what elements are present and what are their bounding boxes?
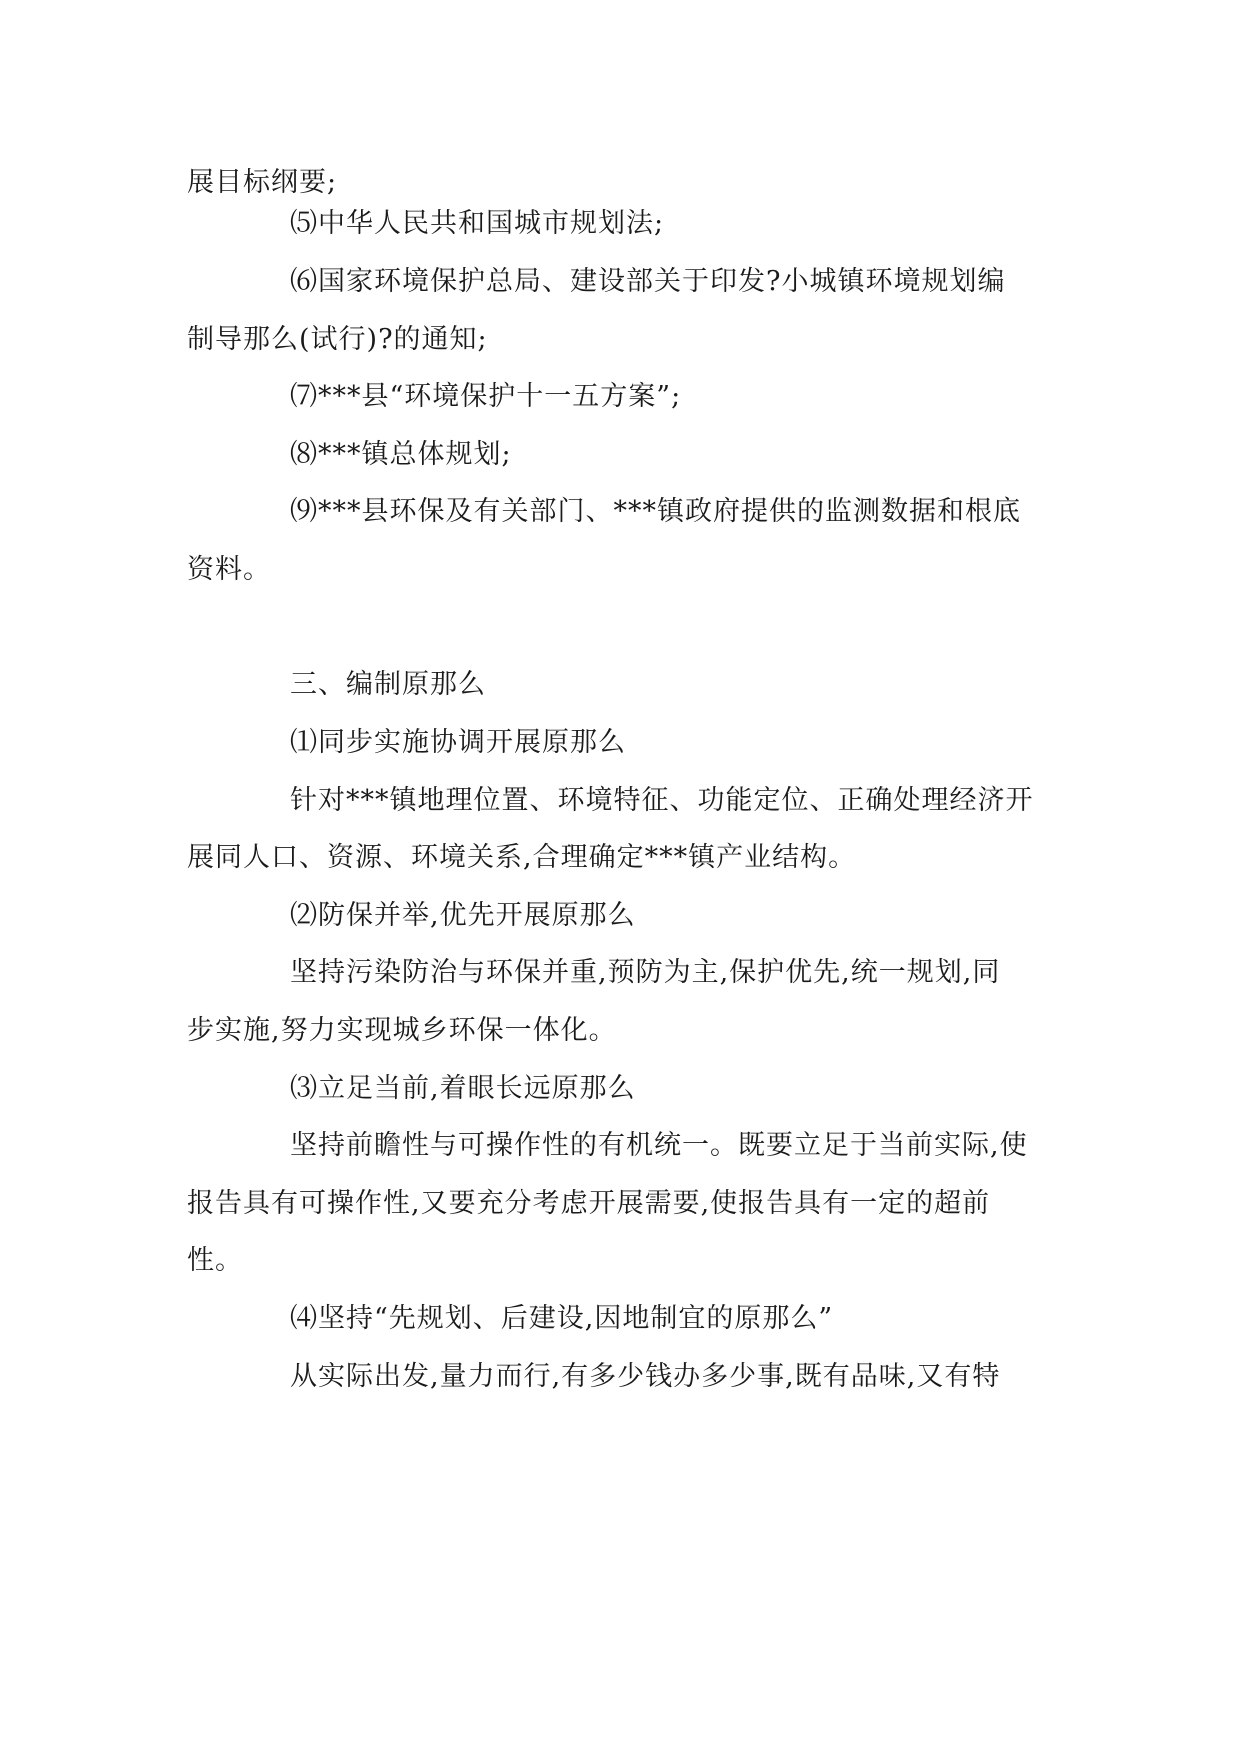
paragraph-line: 展同人口、资源、环境关系,合理确定***镇产业结构。 [187,842,857,873]
paragraph-line: 报告具有可操作性,又要充分考虑开展需要,使报告具有一定的超前 [187,1188,991,1219]
text-line: 展目标纲要; [187,167,338,198]
principle-heading: ⑷坚持“先规划、后建设,因地制宜的原那么” [290,1303,834,1334]
paragraph-line: 从实际出发,量力而行,有多少钱办多少事,既有品味,又有特 [290,1361,1001,1392]
section-heading: 三、编制原那么 [290,669,486,700]
list-item: ⑸中华人民共和国城市规划法; [290,208,665,239]
principle-heading: ⑶立足当前,着眼长远原那么 [290,1073,636,1104]
text-line: 制导那么(试行)?的通知; [187,324,488,355]
paragraph-line: 性。 [187,1245,243,1276]
paragraph-line: 步实施,努力实现城乡环保一体化。 [187,1015,617,1046]
paragraph-line: 坚持前瞻性与可操作性的有机统一。既要立足于当前实际,使 [290,1130,1028,1161]
paragraph-line: 针对***镇地理位置、环境特征、功能定位、正确处理经济开 [290,785,1034,816]
list-item: ⑼***县环保及有关部门、***镇政府提供的监测数据和根底 [290,496,1021,527]
list-item: ⑻***镇总体规划; [290,439,512,470]
paragraph-line: 坚持污染防治与环保并重,预防为主,保护优先,统一规划,同 [290,957,1001,988]
principle-heading: ⑵防保并举,优先开展原那么 [290,900,636,931]
principle-heading: ⑴同步实施协调开展原那么 [290,727,626,758]
list-item: ⑹国家环境保护总局、建设部关于印发?小城镇环境规划编 [290,266,1006,297]
text-line: 资料。 [187,554,271,585]
list-item: ⑺***县“环境保护十一五方案”; [290,381,682,412]
